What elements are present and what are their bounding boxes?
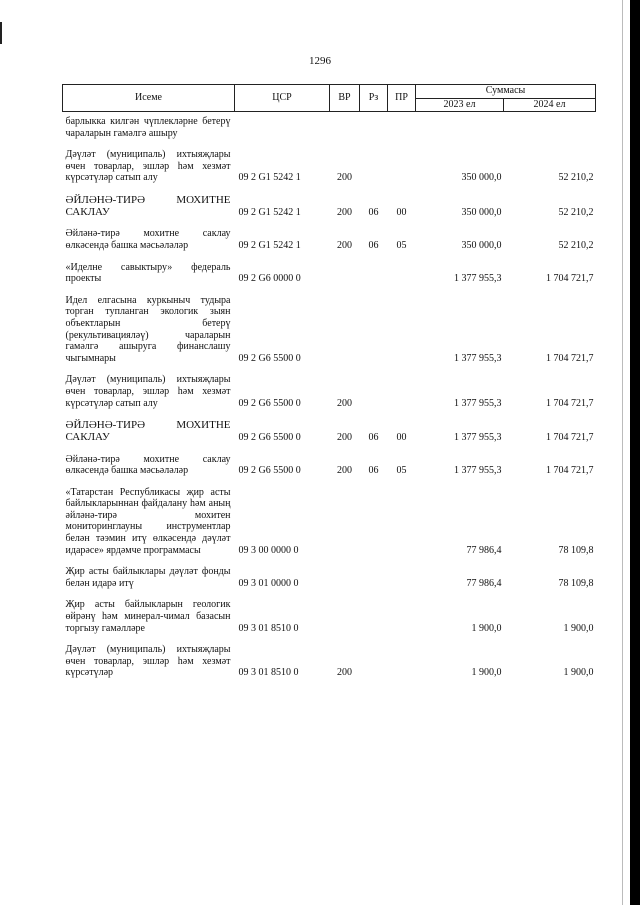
header-year-2024: 2024 ел — [504, 98, 596, 112]
table-row — [63, 595, 596, 640]
row-csr: 09 3 01 8510 0 — [238, 622, 299, 634]
row-rz — [360, 370, 388, 415]
budget-table — [62, 84, 596, 685]
row-rz — [360, 483, 388, 563]
row-csr: 09 2 G1 5242 1 — [238, 239, 301, 251]
row-vr: 200 — [337, 667, 352, 679]
row-amount-2024: 1 704 721,7 — [546, 397, 594, 409]
table-row — [63, 190, 596, 224]
table-body — [63, 112, 596, 686]
row-csr: 09 2 G6 0000 0 — [238, 273, 301, 285]
row-amount-2024 — [504, 112, 596, 146]
row-amount-2024: 52 210,2 — [558, 206, 594, 218]
row-rz — [360, 595, 388, 640]
row-name: Дәүләт (муниципаль) ихтыяҗлары өчен товарлар, эшләр һәм хезмәт күрсәтүләр сатып алу — [65, 374, 231, 409]
row-pr — [388, 483, 416, 563]
row-amount-2024: 1 704 721,7 — [546, 431, 594, 443]
row-vr — [330, 291, 360, 371]
row-amount-2023: 350 000,0 — [461, 206, 502, 218]
row-rz: 06 — [368, 431, 379, 443]
row-vr: 200 — [337, 239, 352, 251]
row-amount-2023: 77 986,4 — [466, 577, 502, 589]
table-row — [63, 145, 596, 190]
row-csr: 09 3 00 0000 0 — [238, 544, 299, 556]
table-header — [63, 85, 596, 112]
header-pr: ПР — [388, 85, 416, 112]
row-amount-2023: 77 986,4 — [466, 544, 502, 556]
row-name: ӘЙЛӘНӘ-ТИРӘ МОХИТНЕ САКЛАУ — [65, 419, 231, 444]
row-csr: 09 2 G1 5242 1 — [238, 172, 301, 184]
row-rz — [360, 562, 388, 595]
row-rz — [360, 112, 388, 146]
header-rz: Рз — [360, 85, 388, 112]
row-amount-2024: 1 704 721,7 — [546, 352, 594, 364]
row-amount-2024: 1 900,0 — [563, 667, 594, 679]
row-pr — [388, 562, 416, 595]
row-pr: 00 — [396, 431, 407, 443]
header-csr: ЦСР — [235, 85, 330, 112]
table-row — [63, 224, 596, 257]
row-vr: 200 — [337, 397, 352, 409]
row-name: Әйләнә-тирә мохитне саклау өлкәсендә башка мәсьәләләр — [65, 228, 231, 251]
row-csr: 09 2 G6 5500 0 — [238, 352, 301, 364]
table-row — [63, 415, 596, 449]
row-amount-2023: 1 377 955,3 — [454, 273, 502, 285]
row-vr: 200 — [337, 172, 352, 184]
row-pr — [388, 640, 416, 685]
row-amount-2023: 1 377 955,3 — [454, 465, 502, 477]
row-csr: 09 2 G6 5500 0 — [238, 397, 301, 409]
row-name: Идел елгасына куркыныч тудыра торган тупланган экологик зыян объектларын бетерү (рекультивацияләү) чараларын гамәлгә ашыруга финанслашу чыгымнары — [65, 294, 231, 364]
row-vr: 200 — [337, 431, 352, 443]
table-row — [63, 112, 596, 146]
row-pr — [388, 370, 416, 415]
row-pr: 00 — [396, 206, 407, 218]
header-name: Исеме — [63, 85, 235, 112]
row-csr — [235, 112, 330, 146]
row-amount-2023: 350 000,0 — [461, 239, 502, 251]
row-vr — [330, 595, 360, 640]
row-name: Дәүләт (муниципаль) ихтыяҗлары өчен товарлар, эшләр һәм хезмәт күрсәтүләр сатып алу — [65, 149, 231, 184]
table-row — [63, 640, 596, 685]
row-name: барлыкка килгән чүплекләрне бетерү чараларын гамәлгә ашыру — [65, 116, 231, 139]
row-name: Җир асты байлыкларын геологик өйрәнү һәм минерал-чимал базасын торгызу гамәлләре — [65, 599, 231, 634]
row-rz — [360, 640, 388, 685]
row-csr: 09 3 01 0000 0 — [238, 577, 299, 589]
table-row — [63, 258, 596, 291]
row-name: ӘЙЛӘНӘ-ТИРӘ МОХИТНЕ САКЛАУ — [65, 193, 231, 219]
row-pr — [388, 595, 416, 640]
row-vr — [330, 483, 360, 563]
row-name: «Иделне савыктыру» федераль проекты — [65, 261, 231, 285]
row-vr — [330, 112, 360, 146]
row-amount-2024: 52 210,2 — [558, 239, 594, 251]
row-amount-2024: 1 704 721,7 — [546, 465, 594, 477]
row-amount-2023: 1 377 955,3 — [454, 397, 502, 409]
table-row — [63, 562, 596, 595]
row-amount-2023: 1 900,0 — [471, 622, 502, 634]
header-year-2023: 2023 ел — [416, 98, 504, 112]
row-vr — [330, 258, 360, 291]
row-rz: 06 — [368, 465, 379, 477]
row-name: Җир асты байлыклары дәүләт фонды белән идарә итү — [65, 566, 231, 589]
row-amount-2023: 1 900,0 — [471, 667, 502, 679]
table-row — [63, 450, 596, 483]
row-pr: 05 — [396, 239, 407, 251]
row-amount-2024: 52 210,2 — [558, 172, 594, 184]
row-vr: 200 — [337, 206, 352, 218]
table-row — [63, 483, 596, 563]
row-csr: 09 2 G6 5500 0 — [238, 431, 301, 443]
row-amount-2023: 1 377 955,3 — [454, 352, 502, 364]
row-amount-2024: 1 900,0 — [563, 622, 594, 634]
row-rz: 06 — [368, 239, 379, 251]
row-amount-2023: 1 377 955,3 — [454, 431, 502, 443]
row-amount-2023: 350 000,0 — [461, 172, 502, 184]
row-vr: 200 — [337, 465, 352, 477]
row-rz — [360, 258, 388, 291]
row-amount-2024: 78 109,8 — [558, 577, 594, 589]
row-amount-2024: 1 704 721,7 — [546, 273, 594, 285]
row-pr — [388, 145, 416, 190]
row-pr — [388, 291, 416, 371]
header-vr: ВР — [330, 85, 360, 112]
row-vr — [330, 562, 360, 595]
row-csr: 09 2 G1 5242 1 — [238, 206, 301, 218]
row-pr — [388, 112, 416, 146]
row-rz: 06 — [368, 206, 379, 218]
scan-edge-line — [622, 0, 623, 905]
table-row — [63, 291, 596, 371]
row-rz — [360, 145, 388, 190]
header-sums: Суммасы — [416, 85, 596, 99]
row-name: Әйләнә-тирә мохитне саклау өлкәсендә башка мәсьәләләр — [65, 453, 231, 477]
scan-edge-mark — [0, 22, 2, 44]
row-name: Дәүләт (муниципаль) ихтыяҗлары өчен товарлар, эшләр һәм хезмәт күрсәтүләр — [65, 644, 231, 679]
row-pr — [388, 258, 416, 291]
row-amount-2023 — [416, 112, 504, 146]
page-number: 1296 — [309, 55, 331, 67]
row-pr: 05 — [396, 465, 407, 477]
table-row — [63, 370, 596, 415]
row-rz — [360, 291, 388, 371]
row-csr: 09 2 G6 5500 0 — [238, 465, 301, 477]
row-name: «Татарстан Республикасы җир асты байлыкларыннан файдалану һәм аның әйләнә-тирә мохитен мониторинглауны инструментлар белән тәэмин итү өлкәсендә дәүләт идарәсе» ярдәмче программасы — [65, 486, 231, 556]
scan-edge-bar — [630, 0, 640, 905]
row-amount-2024: 78 109,8 — [558, 544, 594, 556]
row-csr: 09 3 01 8510 0 — [238, 667, 299, 679]
